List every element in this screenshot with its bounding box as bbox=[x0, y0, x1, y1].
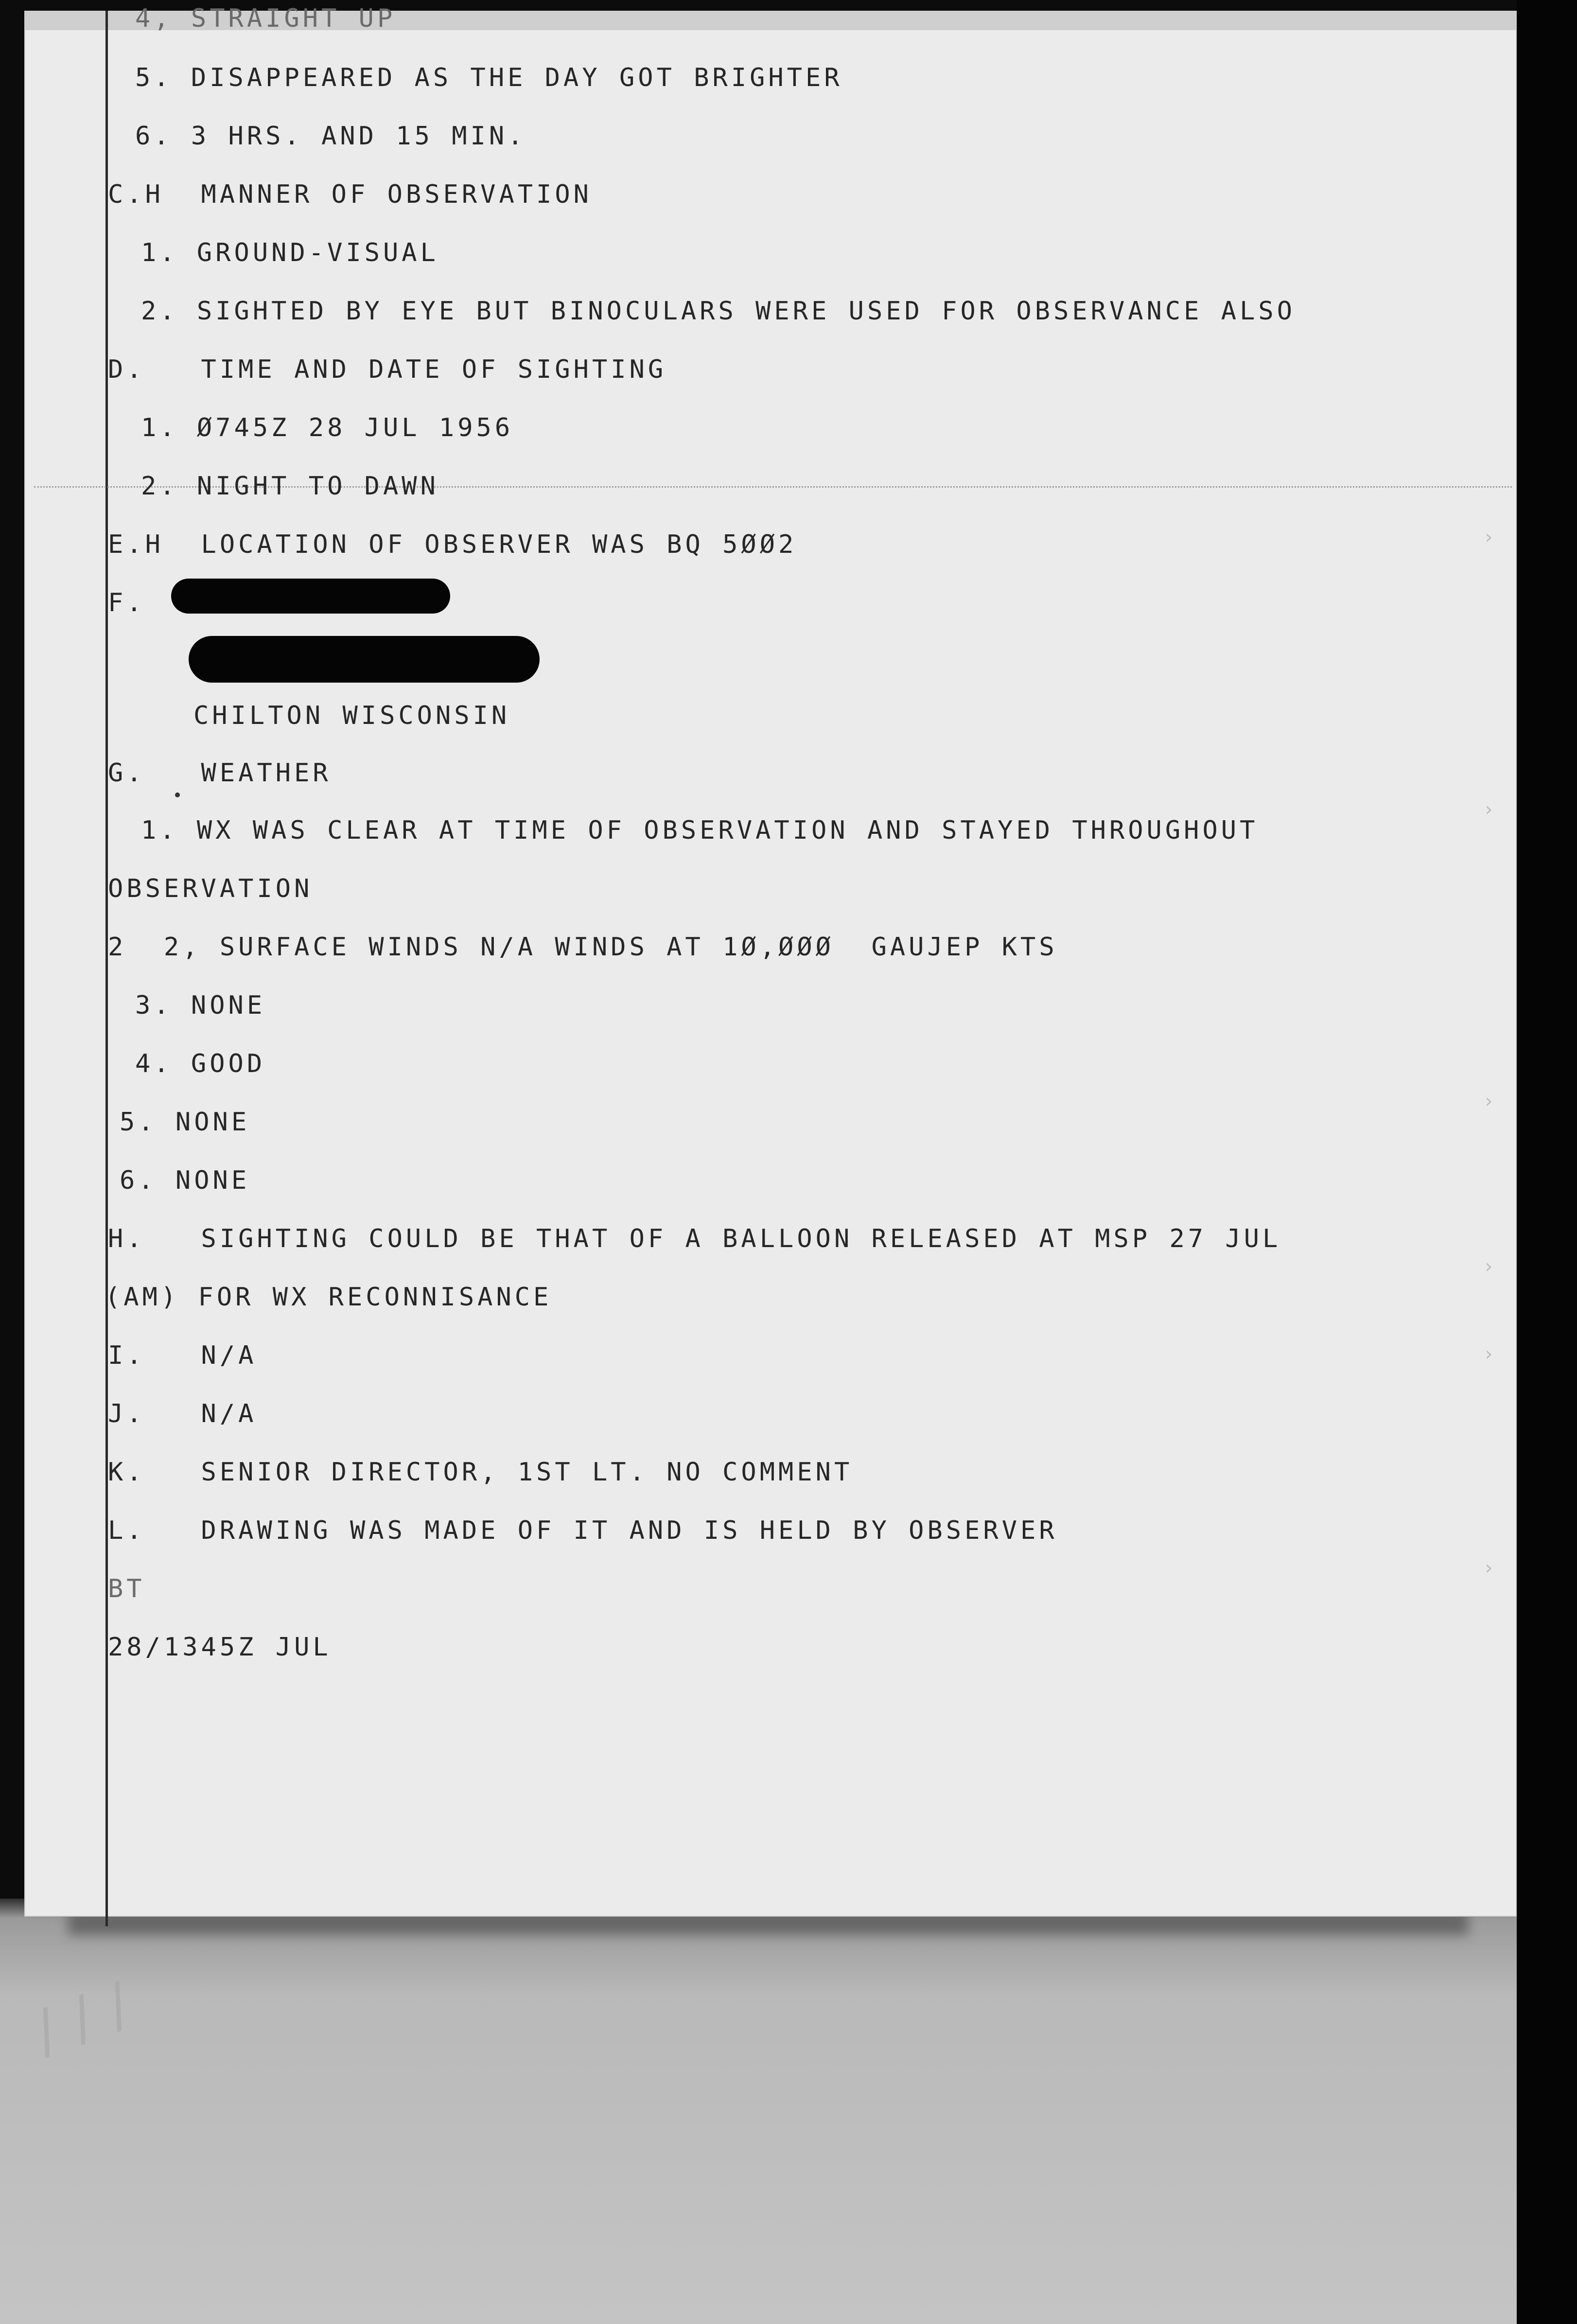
line-g1: 1. WX WAS CLEAR AT TIME OF OBSERVATION AND STAYED THROUGHOUT bbox=[141, 816, 1259, 845]
line-i: I. N/A bbox=[108, 1341, 257, 1370]
line-g5: 5. NONE bbox=[120, 1108, 250, 1137]
edge-tick: › bbox=[1483, 1343, 1495, 1365]
scanner-bed bbox=[0, 1899, 1577, 2324]
line-g-weather: G. WEATHER bbox=[108, 758, 332, 788]
redaction-bar-name bbox=[171, 579, 450, 614]
line-c1: 1. GROUND-VISUAL bbox=[141, 238, 439, 267]
edge-tick: › bbox=[1483, 798, 1495, 821]
ink-speck bbox=[175, 792, 180, 797]
teletype-page bbox=[24, 4, 1517, 1917]
line-bt: BT bbox=[108, 1574, 145, 1603]
line-c2: 2. SIGHTED BY EYE BUT BINOCULARS WERE USED FOR OBSERVANCE ALSO bbox=[141, 297, 1296, 326]
redaction-bar-address bbox=[189, 636, 540, 683]
line-g1-cont: OBSERVATION bbox=[108, 874, 313, 903]
line-k: K. SENIOR DIRECTOR, 1ST LT. NO COMMENT bbox=[108, 1458, 853, 1487]
edge-tick: › bbox=[1483, 1255, 1495, 1278]
line-4-straight-up: 4, STRAIGHT UP bbox=[135, 4, 396, 33]
line-g3: 3. NONE bbox=[135, 991, 266, 1020]
line-j: J. N/A bbox=[108, 1399, 257, 1428]
edge-tick: › bbox=[1483, 526, 1495, 548]
line-dtg: 28/1345Z JUL bbox=[108, 1633, 332, 1662]
edge-tick: › bbox=[1483, 1090, 1495, 1112]
line-d2: 2. NIGHT TO DAWN bbox=[141, 472, 439, 501]
line-c-manner: C.H MANNER OF OBSERVATION bbox=[108, 180, 592, 209]
film-edge bbox=[1517, 0, 1577, 2324]
line-h-cont: (AM) FOR WX RECONNISANCE bbox=[105, 1283, 552, 1312]
line-l: L. DRAWING WAS MADE OF IT AND IS HELD BY OBSERVER bbox=[108, 1516, 1058, 1545]
line-f: F. bbox=[108, 588, 145, 617]
edge-tick: › bbox=[1483, 1557, 1495, 1579]
line-5-disappeared: 5. DISAPPEARED AS THE DAY GOT BRIGHTER bbox=[135, 63, 843, 92]
line-6-duration: 6. 3 HRS. AND 15 MIN. bbox=[135, 122, 526, 151]
line-d1: 1. Ø745Z 28 JUL 1956 bbox=[141, 413, 514, 442]
line-g4: 4. GOOD bbox=[135, 1049, 266, 1078]
line-g6: 6. NONE bbox=[120, 1166, 250, 1195]
line-f-city: CHILTON WISCONSIN bbox=[193, 701, 510, 730]
line-h: H. SIGHTING COULD BE THAT OF A BALLOON RELEASED AT MSP 27 JUL bbox=[108, 1224, 1281, 1253]
line-g2: 2 2, SURFACE WINDS N/A WINDS AT 1Ø,ØØØ GAUJEP KTS bbox=[108, 933, 1058, 962]
line-e-location: E.H LOCATION OF OBSERVER WAS BQ 5ØØ2 bbox=[108, 530, 797, 559]
pencil-mark: / / / bbox=[25, 1970, 139, 2067]
line-d-time: D. TIME AND DATE OF SIGHTING bbox=[108, 355, 667, 384]
